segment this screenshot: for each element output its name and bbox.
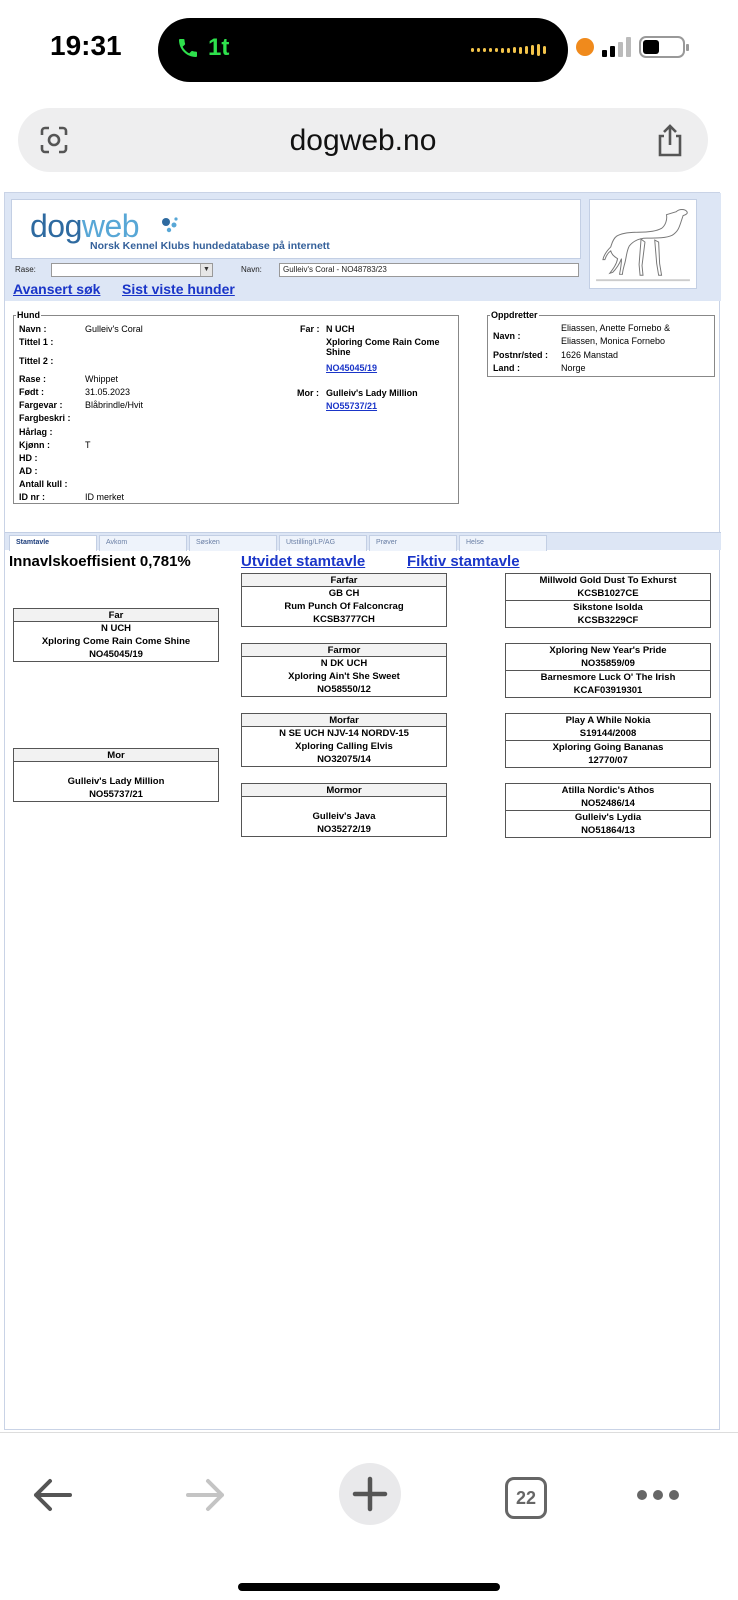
logo-banner[interactable] <box>11 199 581 259</box>
dog-field-label: Tittel 1 : <box>19 337 54 347</box>
dog-field-value: ID merket <box>85 492 125 502</box>
farmor-box-line: N DK UCH <box>320 658 368 669</box>
mor-box-line <box>14 762 218 775</box>
breeder-name-label: Navn : <box>493 331 521 341</box>
tab-helse[interactable]: Helse <box>459 535 547 551</box>
recent-dogs-link[interactable]: Sist viste hunder <box>122 281 235 297</box>
dog-field-label: Kjønn : <box>19 440 50 450</box>
signal-icon <box>602 37 631 57</box>
dog-field-label: Antall kull : <box>19 479 68 489</box>
share-icon[interactable] <box>654 122 686 158</box>
call-duration: 1t <box>208 34 230 61</box>
breeder-legend: Oppdretter <box>491 310 538 320</box>
extended-pedigree-link[interactable]: Utvidet stamtavle <box>241 553 366 570</box>
ancestor-reg: NO52486/14 <box>581 798 635 809</box>
mormor-box-line: Gulleiv's Java <box>312 811 376 822</box>
mor-name: Gulleiv's Lady Million <box>326 388 418 398</box>
far-box[interactable] <box>13 608 219 662</box>
logo[interactable]: dogweb <box>30 208 140 244</box>
dog-field-label: Fargbeskri : <box>19 413 71 423</box>
tab-avkom[interactable]: Avkom <box>99 535 187 551</box>
ancestor-reg: 12770/07 <box>588 755 628 766</box>
breeder-name-2: Eliassen, Monica Fornebo <box>561 336 666 346</box>
great-grandparent-entry[interactable] <box>506 644 710 671</box>
breeder-name-1: Eliassen, Anette Fornebo & <box>561 323 671 333</box>
farmor-box[interactable] <box>241 643 447 697</box>
tab-utstilling-lp-ag[interactable]: Utstilling/LP/AG <box>279 535 367 551</box>
mormor-box-line: NO35272/19 <box>317 824 371 835</box>
dog-field-label: Rase : <box>19 374 47 384</box>
mic-in-use-indicator <box>576 38 594 56</box>
ancestor-reg: KCSB1027CE <box>577 588 639 599</box>
ancestor-name: Gulleiv's Lydia <box>574 812 642 823</box>
site-header <box>5 193 721 301</box>
farfar-box[interactable] <box>241 573 447 627</box>
farfar-box-header: Farfar <box>242 574 446 587</box>
farfar-box-line: KCSB3777CH <box>313 614 375 625</box>
far-name-line: Xploring Come Rain Come Shine <box>326 337 440 357</box>
fictive-pedigree-link[interactable]: Fiktiv stamtavle <box>407 553 520 570</box>
great-grandparent-entry[interactable] <box>506 811 710 837</box>
mor-box-line: NO55737/21 <box>89 789 143 800</box>
status-bar <box>0 0 738 100</box>
land-label: Land : <box>493 363 520 373</box>
ancestor-name: Millwold Gold Dust To Exhurst <box>539 575 677 586</box>
far-label: Far : <box>300 324 320 334</box>
dog-field-value: Whippet <box>85 374 119 384</box>
dog-field-label: Tittel 2 : <box>19 356 54 366</box>
mormor-box-header: Mormor <box>242 784 446 797</box>
morfar-box[interactable] <box>241 713 447 767</box>
great-grandparent-entry[interactable] <box>506 601 710 627</box>
far-reg-link[interactable]: NO45045/19 <box>326 363 378 373</box>
great-grandparent-entry[interactable] <box>506 741 710 767</box>
battery-icon <box>639 36 685 58</box>
ancestor-reg: S19144/2008 <box>579 728 637 739</box>
great-grandparent-entry[interactable] <box>506 671 710 697</box>
farmor-box-line: NO58550/12 <box>317 684 371 695</box>
far-box-line: N UCH <box>100 623 132 634</box>
navn-label: Navn: <box>241 265 262 274</box>
dog-field-label: AD : <box>19 466 38 476</box>
dog-field-value: Gulleiv's Coral <box>85 324 143 334</box>
back-icon[interactable] <box>30 1473 74 1517</box>
dog-field-value: T <box>85 440 91 450</box>
mormor-box[interactable] <box>241 783 447 837</box>
tabs-count-button[interactable]: 22 <box>505 1477 547 1519</box>
dog-field-label: ID nr : <box>19 492 45 502</box>
web-page <box>4 192 720 1430</box>
ancestor-reg: KCAF03919301 <box>573 685 643 696</box>
tab-stamtavle[interactable]: Stamtavle <box>9 535 97 551</box>
ancestor-reg: NO51864/13 <box>581 825 635 836</box>
address-bar[interactable] <box>18 108 708 172</box>
far-box-line: Xploring Come Rain Come Shine <box>41 636 191 647</box>
ancestor-name: Xploring New Year's Pride <box>549 645 667 656</box>
postnr-value: 1626 Manstad <box>561 350 619 360</box>
url-text[interactable]: dogweb.no <box>289 124 437 157</box>
postnr-label: Postnr/sted : <box>493 350 549 360</box>
tagline: Norsk Kennel Klubs hundedatabase på internett <box>90 240 330 252</box>
dog-info-legend: Hund <box>17 310 40 320</box>
ancestor-name: Play A While Nokia <box>565 715 651 726</box>
rase-label: Rase: <box>15 265 36 274</box>
dog-field-label: Fargevar : <box>19 400 63 410</box>
great-grandparent-entry[interactable] <box>506 714 710 741</box>
advanced-search-link[interactable]: Avansert søk <box>13 281 101 297</box>
call-indicator[interactable] <box>176 34 229 62</box>
ancestor-name: Sikstone Isolda <box>573 602 643 613</box>
dynamic-island[interactable] <box>158 18 568 82</box>
great-grandparents-box <box>505 783 711 838</box>
far-box-header: Far <box>14 609 218 622</box>
great-grandparent-entry[interactable] <box>506 784 710 811</box>
rase-select[interactable] <box>51 263 213 277</box>
farmor-box-header: Farmor <box>242 644 446 657</box>
great-grandparents-box <box>505 573 711 628</box>
home-indicator <box>238 1583 500 1591</box>
new-tab-button[interactable] <box>339 1463 401 1525</box>
farfar-box-line: Rum Punch Of Falconcrag <box>284 601 404 612</box>
dog-field-value: 31.05.2023 <box>85 387 131 397</box>
dog-field-value: Blåbrindle/Hvit <box>85 400 144 410</box>
dog-field-label: Født : <box>19 387 44 397</box>
morfar-box-line: N SE UCH NJV-14 NORDV-15 <box>279 728 409 739</box>
mor-label: Mor : <box>297 388 319 398</box>
far-title: N UCH <box>326 324 355 334</box>
mor-box-line: Gulleiv's Lady Million <box>67 776 165 787</box>
clock: 19:31 <box>50 30 122 61</box>
morfar-box-line: NO32075/14 <box>317 754 371 765</box>
great-grandparent-entry[interactable] <box>506 574 710 601</box>
mor-box-header: Mor <box>14 749 218 762</box>
farfar-box-line: GB CH <box>328 588 360 599</box>
ancestor-reg: KCSB3229CF <box>577 615 639 626</box>
ancestor-name: Barnesmore Luck O' The Irish <box>540 672 676 683</box>
audio-wave-icon <box>471 44 546 56</box>
navn-input[interactable]: Gulleiv's Coral - NO48783/23 <box>279 263 579 277</box>
dog-field-label: Navn : <box>19 324 47 334</box>
logo-dots-icon <box>158 214 182 238</box>
ancestor-name: Atilla Nordic's Athos <box>561 785 655 796</box>
far-box-line: NO45045/19 <box>89 649 143 660</box>
tab-pr-ver[interactable]: Prøver <box>369 535 457 551</box>
morfar-box-header: Morfar <box>242 714 446 727</box>
great-grandparents-box <box>505 643 711 698</box>
farmor-box-line: Xploring Ain't She Sweet <box>288 671 400 682</box>
whippet-image <box>589 199 697 289</box>
ancestor-name: Xploring Going Bananas <box>552 742 664 753</box>
tab-s-sken[interactable]: Søsken <box>189 535 277 551</box>
more-icon[interactable] <box>636 1473 680 1517</box>
browser-toolbar <box>0 1432 738 1600</box>
dog-field-label: HD : <box>19 453 38 463</box>
plus-icon <box>339 1463 401 1525</box>
great-grandparents-box <box>505 713 711 768</box>
mormor-box-line <box>242 797 446 810</box>
mor-box[interactable] <box>13 748 219 802</box>
tab-bar <box>5 532 721 550</box>
phone-icon <box>176 36 200 60</box>
mor-reg-link[interactable]: NO55737/21 <box>326 401 378 411</box>
inbreeding-coefficient: Innavlskoeffisient 0,781% <box>9 553 191 570</box>
land-value: Norge <box>561 363 586 373</box>
dog-field-label: Hårlag : <box>19 427 53 437</box>
chevron-down-icon[interactable]: ▼ <box>200 264 212 276</box>
morfar-box-line: Xploring Calling Elvis <box>295 741 393 752</box>
forward-icon[interactable] <box>184 1473 228 1517</box>
ancestor-reg: NO35859/09 <box>581 658 635 669</box>
